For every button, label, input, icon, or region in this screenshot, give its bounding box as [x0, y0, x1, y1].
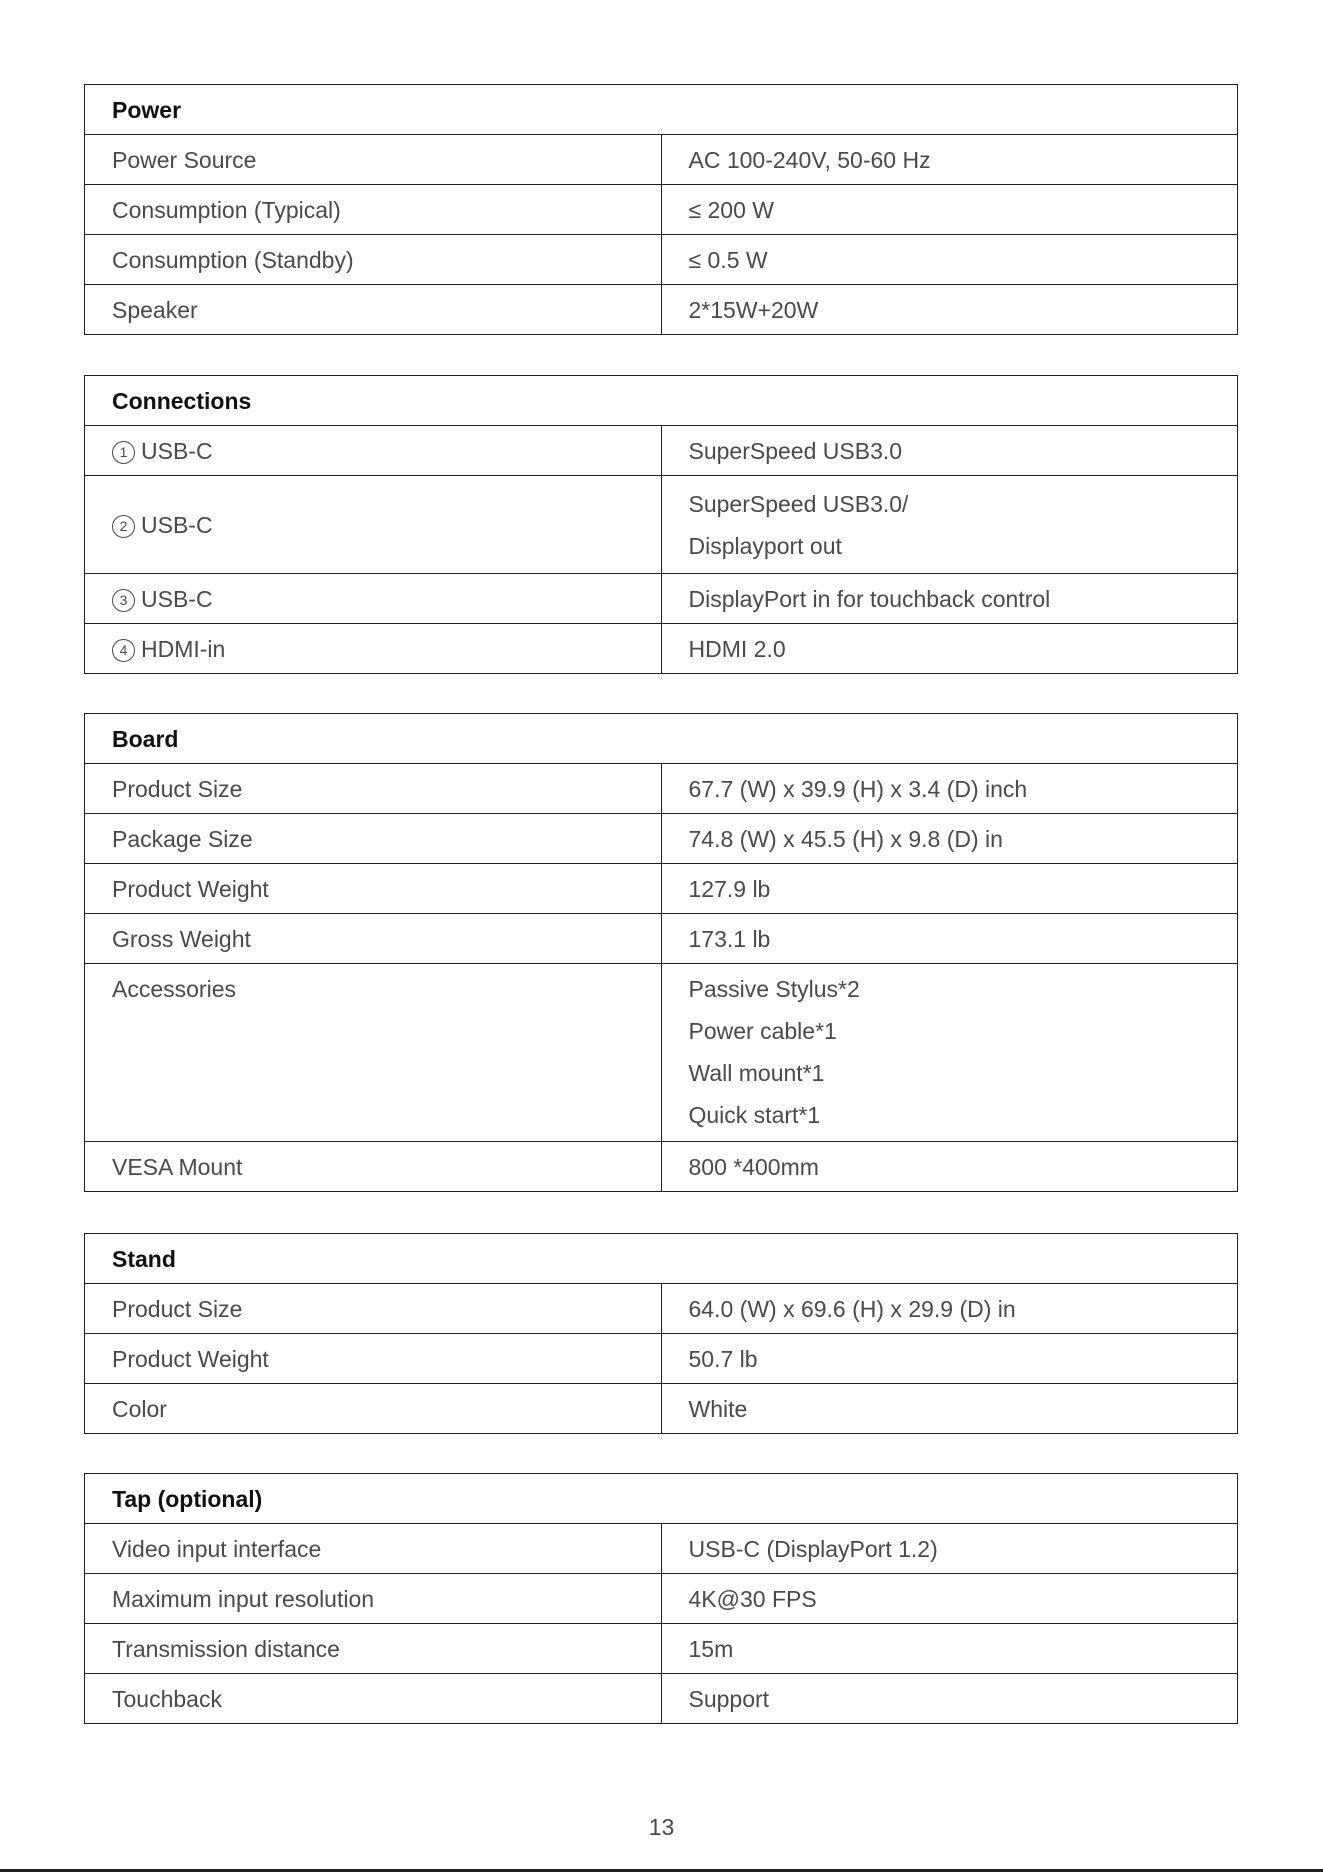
spec-value: 800 *400mm [661, 1142, 1238, 1192]
table-row [85, 1142, 1238, 1192]
table-row [85, 574, 1238, 624]
section-title-stand: Stand [85, 1234, 1238, 1284]
spec-label: Gross Weight [85, 914, 662, 964]
spec-label: Transmission distance [85, 1624, 662, 1674]
table-row [85, 1524, 1238, 1574]
spec-label: Consumption (Typical) [85, 185, 662, 235]
table-row [85, 1574, 1238, 1624]
table-row [85, 624, 1238, 674]
table-row [85, 864, 1238, 914]
value-line: Quick start*1 [688, 1102, 821, 1128]
spec-value: 4K@30 FPS [661, 1574, 1238, 1624]
table-row [85, 1674, 1238, 1724]
port-name: USB-C [141, 511, 213, 538]
spec-value: 74.8 (W) x 45.5 (H) x 9.8 (D) in [661, 814, 1238, 864]
port-label [85, 574, 662, 624]
port-name: USB-C [141, 437, 213, 464]
value-line: Displayport out [688, 532, 842, 559]
spec-value: ≤ 0.5 W [661, 235, 1238, 285]
port-label [85, 624, 662, 674]
spec-label: Consumption (Standby) [85, 235, 662, 285]
spec-value: 173.1 lb [661, 914, 1238, 964]
table-row [85, 764, 1238, 814]
circled-number-icon: 4 [112, 639, 135, 662]
spec-label: Product Size [85, 764, 662, 814]
value-line: Passive Stylus*2 [688, 976, 860, 1002]
spec-value [661, 476, 1238, 574]
table-row [85, 1624, 1238, 1674]
spec-value: 127.9 lb [661, 864, 1238, 914]
spec-label: Product Size [85, 1284, 662, 1334]
spec-value: HDMI 2.0 [661, 624, 1238, 674]
spec-label: VESA Mount [85, 1142, 662, 1192]
spec-value: Support [661, 1674, 1238, 1724]
spec-value: AC 100-240V, 50-60 Hz [661, 135, 1238, 185]
table-row [85, 285, 1238, 335]
spec-label: Product Weight [85, 864, 662, 914]
spec-label: Product Weight [85, 1334, 662, 1384]
port-name: HDMI-in [141, 635, 226, 662]
section-title-connections: Connections [85, 376, 1238, 426]
spec-value: 50.7 lb [661, 1334, 1238, 1384]
spec-label: Video input interface [85, 1524, 662, 1574]
section-title-board: Board [85, 714, 1238, 764]
spec-value [661, 964, 1238, 1142]
table-row [85, 1334, 1238, 1384]
spec-label: Touchback [85, 1674, 662, 1724]
stand-table [84, 1233, 1238, 1434]
spec-label: Power Source [85, 135, 662, 185]
connections-table [84, 375, 1238, 674]
spec-value: 64.0 (W) x 69.6 (H) x 29.9 (D) in [661, 1284, 1238, 1334]
circled-number-icon: 3 [112, 589, 135, 612]
spec-label: Maximum input resolution [85, 1574, 662, 1624]
port-label [85, 476, 662, 574]
spec-label: Speaker [85, 285, 662, 335]
circled-number-icon: 2 [112, 515, 135, 538]
port-name: USB-C [141, 585, 213, 612]
table-row [85, 235, 1238, 285]
spec-value: 15m [661, 1624, 1238, 1674]
table-row [85, 964, 1238, 1142]
spec-value: SuperSpeed USB3.0 [661, 426, 1238, 476]
spec-value: White [661, 1384, 1238, 1434]
table-row [85, 914, 1238, 964]
tap-table [84, 1473, 1238, 1724]
spec-value: DisplayPort in for touchback control [661, 574, 1238, 624]
table-row [85, 1384, 1238, 1434]
value-line: Wall mount*1 [688, 1060, 825, 1086]
value-line: SuperSpeed USB3.0/ [688, 490, 909, 517]
table-row [85, 476, 1238, 574]
spec-label: Accessories [85, 964, 662, 1142]
table-row [85, 185, 1238, 235]
port-label [85, 426, 662, 476]
spec-value: ≤ 200 W [661, 185, 1238, 235]
section-title-power: Power [85, 85, 1238, 135]
spec-value: 2*15W+20W [661, 285, 1238, 335]
page-number: 13 [648, 1814, 675, 1840]
table-row [85, 1284, 1238, 1334]
table-row [85, 814, 1238, 864]
board-table [84, 713, 1238, 1192]
table-row [85, 426, 1238, 476]
table-row [85, 135, 1238, 185]
spec-value: USB-C (DisplayPort 1.2) [661, 1524, 1238, 1574]
section-title-tap: Tap (optional) [85, 1474, 1238, 1524]
value-line: Power cable*1 [688, 1018, 837, 1044]
spec-value: 67.7 (W) x 39.9 (H) x 3.4 (D) inch [661, 764, 1238, 814]
circled-number-icon: 1 [112, 441, 135, 464]
power-table [84, 84, 1238, 335]
spec-label: Color [85, 1384, 662, 1434]
spec-label: Package Size [85, 814, 662, 864]
